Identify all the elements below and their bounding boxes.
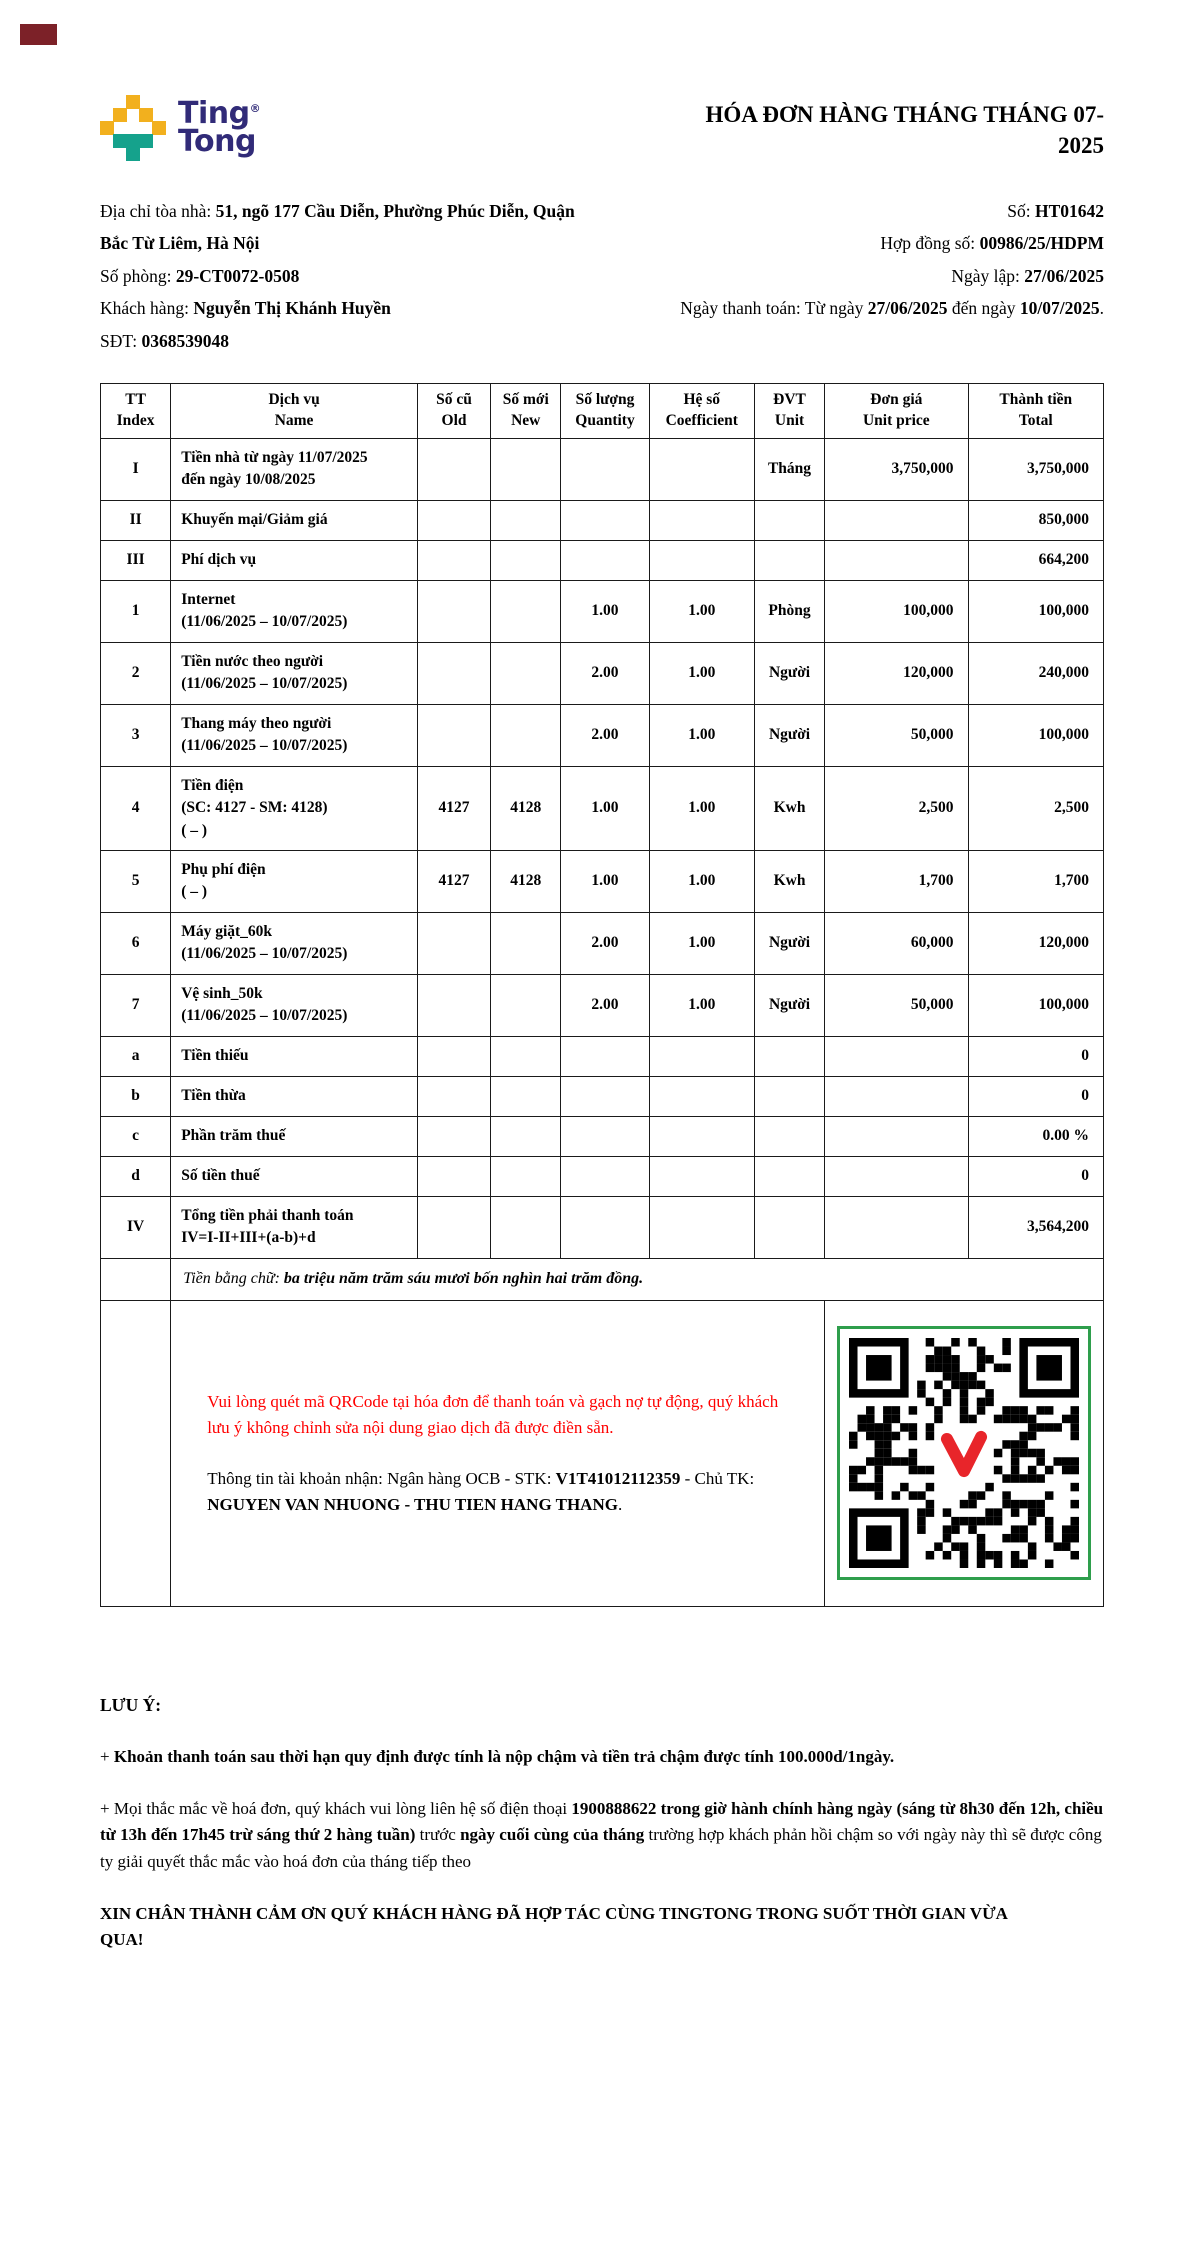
cell-unit [754, 1156, 824, 1196]
cell-qty: 1.00 [561, 850, 649, 912]
cell-coeff: 1.00 [649, 580, 754, 642]
table-row [101, 766, 1104, 850]
cell-new [491, 1196, 561, 1258]
cell-name: Phí dịch vụ [171, 540, 418, 580]
cell-old [417, 1196, 490, 1258]
cell-price: 120,000 [825, 642, 968, 704]
table-row [101, 974, 1104, 1036]
cell-new [491, 500, 561, 540]
cell-qty: 2.00 [561, 642, 649, 704]
cell-unit: Người [754, 912, 824, 974]
cell-tt: 3 [101, 704, 171, 766]
cell-name: Vệ sinh_50k (11/06/2025 – 10/07/2025) [171, 974, 418, 1036]
cell-tt [101, 1300, 171, 1606]
logo-pixel [126, 134, 140, 148]
cell-price [825, 1036, 968, 1076]
cell-price [825, 1116, 968, 1156]
cell-coeff: 1.00 [649, 912, 754, 974]
col-header-price: Đơn giá Unit price [825, 383, 968, 438]
tingtong-logo-text [178, 95, 261, 159]
cell-qty [561, 540, 649, 580]
cell-old [417, 642, 490, 704]
cell-old: 4127 [417, 850, 490, 912]
cell-total: 1,700 [968, 850, 1103, 912]
invoice-footer [100, 1695, 1104, 1954]
cell-new [491, 1036, 561, 1076]
cell-unit [754, 500, 824, 540]
cell-unit: Người [754, 642, 824, 704]
cell-old [417, 1076, 490, 1116]
cell-coeff [649, 1156, 754, 1196]
cell-tt: 2 [101, 642, 171, 704]
cell-tt [101, 1258, 171, 1300]
cell-total: 100,000 [968, 580, 1103, 642]
invoice-info [100, 195, 1104, 357]
cell-price: 50,000 [825, 974, 968, 1036]
cell-qty [561, 1156, 649, 1196]
cell-new [491, 540, 561, 580]
cell-tt: 6 [101, 912, 171, 974]
cell-old: 4127 [417, 766, 490, 850]
logo-pixel [126, 95, 140, 109]
table-row [101, 704, 1104, 766]
cell-total: 2,500 [968, 766, 1103, 850]
cell-name: Thang máy theo người (11/06/2025 – 10/07/2025) [171, 704, 418, 766]
cell-total: 0.00 % [968, 1116, 1103, 1156]
info-line-left-2: Khách hàng: Nguyễn Thị Khánh Huyền [100, 298, 391, 319]
amount-in-words-row [101, 1258, 1104, 1300]
cell-coeff [649, 540, 754, 580]
customer-info [100, 195, 590, 357]
cell-tt: 1 [101, 580, 171, 642]
cell-tt: d [101, 1156, 171, 1196]
registered-mark: ® [249, 101, 261, 115]
logo-pixel [139, 108, 153, 122]
col-header-new: Số mới New [491, 383, 561, 438]
cell-old [417, 580, 490, 642]
cell-old [417, 500, 490, 540]
logo-line2: Tong [178, 124, 256, 159]
cell-tt: II [101, 500, 171, 540]
cell-old [417, 974, 490, 1036]
cell-coeff [649, 1036, 754, 1076]
col-header-coeff: Hệ số Coefficient [649, 383, 754, 438]
cell-old [417, 540, 490, 580]
cell-new: 4128 [491, 850, 561, 912]
cell-price [825, 540, 968, 580]
cell-unit: Người [754, 704, 824, 766]
cell-new [491, 1156, 561, 1196]
cell-qty [561, 1076, 649, 1116]
cell-new [491, 1076, 561, 1116]
cell-qty: 2.00 [561, 974, 649, 1036]
qr-warning-text: Vui lòng quét mã QRCode tại hóa đơn để thanh toán và gạch nợ tự động, quý khách lưu ý không chỉnh sửa nội dung giao dịch đã được điền sẵn. [207, 1392, 779, 1437]
cell-qty: 1.00 [561, 580, 649, 642]
cell-qty: 2.00 [561, 704, 649, 766]
cell-unit: Kwh [754, 850, 824, 912]
table-row [101, 1196, 1104, 1258]
table-row [101, 500, 1104, 540]
col-header-tt: TT Index [101, 383, 171, 438]
cell-tt: I [101, 438, 171, 500]
footer-note-0: + Khoản thanh toán sau thời hạn quy định được tính là nộp chậm và tiền trả chậm được tính 100.000d/1ngày. [100, 1746, 895, 1766]
invoice-header [100, 95, 1104, 161]
cell-new [491, 974, 561, 1036]
logo-pixel [100, 121, 114, 135]
cell-coeff [649, 1116, 754, 1156]
table-row [101, 540, 1104, 580]
cell-new [491, 704, 561, 766]
payment-qr-row [101, 1300, 1104, 1606]
cell-coeff: 1.00 [649, 974, 754, 1036]
table-row [101, 1116, 1104, 1156]
cell-tt: b [101, 1076, 171, 1116]
cell-coeff: 1.00 [649, 704, 754, 766]
cell-total: 850,000 [968, 500, 1103, 540]
cell-qty: 1.00 [561, 766, 649, 850]
cell-unit: Người [754, 974, 824, 1036]
cell-name: Tiền điện (SC: 4127 - SM: 4128) ( – ) [171, 766, 418, 850]
col-header-unit: ĐVT Unit [754, 383, 824, 438]
cell-new [491, 912, 561, 974]
cell-total: 240,000 [968, 642, 1103, 704]
logo-pixel [126, 147, 140, 161]
cell-old [417, 438, 490, 500]
cell-unit: Phòng [754, 580, 824, 642]
tingtong-logo-icon [100, 95, 166, 161]
corner-mark [20, 24, 57, 45]
cell-total: 100,000 [968, 704, 1103, 766]
table-row [101, 580, 1104, 642]
cell-name: Tổng tiền phải thanh toán IV=I-II+III+(a-b)+d [171, 1196, 418, 1258]
cell-total: 0 [968, 1076, 1103, 1116]
cell-total: 3,750,000 [968, 438, 1103, 500]
qr-pattern [849, 1338, 1079, 1568]
invoice-title: HÓA ĐƠN HÀNG THÁNG THÁNG 07-2025 [705, 102, 1104, 159]
table-row [101, 642, 1104, 704]
cell-tt: 4 [101, 766, 171, 850]
cell-name: Tiền thiếu [171, 1036, 418, 1076]
col-header-name: Dịch vụ Name [171, 383, 418, 438]
info-line-left-0: Địa chỉ tòa nhà: 51, ngõ 177 Cầu Diễn, Phường Phúc Diễn, Quận Bắc Từ Liêm, Hà Nội [100, 201, 575, 254]
cell-price: 2,500 [825, 766, 968, 850]
cell-qty [561, 1196, 649, 1258]
cell-tt: a [101, 1036, 171, 1076]
cell-name: Internet (11/06/2025 – 10/07/2025) [171, 580, 418, 642]
cell-unit: Kwh [754, 766, 824, 850]
cell-new: 4128 [491, 766, 561, 850]
logo-pixel [113, 108, 127, 122]
cell-unit [754, 1116, 824, 1156]
logo-pixel [152, 121, 166, 135]
cell-name: Tiền nhà từ ngày 11/07/2025 đến ngày 10/08/2025 [171, 438, 418, 500]
cell-qty: 2.00 [561, 912, 649, 974]
cell-price: 100,000 [825, 580, 968, 642]
cell-price [825, 500, 968, 540]
cell-old [417, 912, 490, 974]
cell-old [417, 1156, 490, 1196]
cell-price: 3,750,000 [825, 438, 968, 500]
cell-qty [561, 1116, 649, 1156]
cell-price [825, 1196, 968, 1258]
cell-coeff [649, 1196, 754, 1258]
notes-list [100, 1744, 1104, 1875]
col-header-qty: Số lượng Quantity [561, 383, 649, 438]
cell-name: Số tiền thuế [171, 1156, 418, 1196]
cell-name: Tiền nước theo người (11/06/2025 – 10/07/2025) [171, 642, 418, 704]
cell-price [825, 1076, 968, 1116]
cell-unit [754, 1196, 824, 1258]
info-line-left-1: Số phòng: 29-CT0072-0508 [100, 265, 300, 286]
info-line-left-3: SĐT: 0368539048 [100, 330, 229, 351]
cell-tt: III [101, 540, 171, 580]
cell-unit [754, 1036, 824, 1076]
cell-total: 0 [968, 1156, 1103, 1196]
cell-name: Khuyến mại/Giảm giá [171, 500, 418, 540]
cell-qty [561, 1036, 649, 1076]
account-info-text: Thông tin tài khoản nhận: Ngân hàng OCB - STK: V1T41012112359 - Chủ TK: NGUYEN VAN NHUONG - THU TIEN HANG THANG. [207, 1469, 755, 1514]
thanks-text: XIN CHÂN THÀNH CẢM ƠN QUÝ KHÁCH HÀNG ĐÃ HỢP TÁC CÙNG TINGTONG TRONG SUỐT THỜI GIAN VỪA QUA! [100, 1904, 1007, 1950]
cell-name: Máy giặt_60k (11/06/2025 – 10/07/2025) [171, 912, 418, 974]
cell-total: 100,000 [968, 974, 1103, 1036]
cell-new [491, 438, 561, 500]
cell-new [491, 1116, 561, 1156]
col-header-total: Thành tiền Total [968, 383, 1103, 438]
cell-old [417, 704, 490, 766]
logo-line1: Ting [178, 95, 250, 131]
cell-new [491, 580, 561, 642]
info-line-right-1: Hợp đồng số: 00986/25/HDPM [880, 233, 1104, 254]
cell-new [491, 642, 561, 704]
cell-name: Tiền thừa [171, 1076, 418, 1116]
cell-coeff: 1.00 [649, 642, 754, 704]
cell-tt: 5 [101, 850, 171, 912]
cell-unit [754, 540, 824, 580]
cell-coeff: 1.00 [649, 850, 754, 912]
table-row [101, 438, 1104, 500]
amount-in-words: Tiền bằng chữ: ba triệu năm trăm sáu mươi bốn nghìn hai trăm đồng. [171, 1258, 1104, 1300]
cell-old [417, 1116, 490, 1156]
info-line-right-3: Ngày thanh toán: Từ ngày 27/06/2025 đến ngày 10/07/2025. [680, 298, 1104, 319]
cell-tt: 7 [101, 974, 171, 1036]
cell-coeff [649, 500, 754, 540]
cell-coeff [649, 1076, 754, 1116]
cell-total: 3,564,200 [968, 1196, 1103, 1258]
cell-coeff: 1.00 [649, 766, 754, 850]
cell-name: Phụ phí điện ( – ) [171, 850, 418, 912]
cell-unit: Tháng [754, 438, 824, 500]
cell-total: 120,000 [968, 912, 1103, 974]
cell-price [825, 1156, 968, 1196]
footer-note-1: + Mọi thắc mắc về hoá đơn, quý khách vui lòng liên hệ số điện thoại 1900888622 trong giờ hành chính hàng ngày (sáng từ 8h30 đến 12h, chiều từ 13h đến 17h45 trừ sáng thứ 2 hàng tuần) trước ngày cuối cùng của tháng trường hợp khách phản hồi chậm so với ngày này thì sẽ được công ty giải quyết thắc mắc vào hoá đơn của tháng tiếp theo [100, 1799, 1104, 1871]
cell-coeff [649, 438, 754, 500]
cell-unit [754, 1076, 824, 1116]
cell-total: 0 [968, 1036, 1103, 1076]
qr-code [837, 1326, 1091, 1580]
info-line-right-0: Số: HT01642 [1007, 201, 1104, 222]
logo-pixel [139, 134, 153, 148]
cell-qty [561, 500, 649, 540]
table-row [101, 1036, 1104, 1076]
cell-total: 664,200 [968, 540, 1103, 580]
cell-name: Phần trăm thuế [171, 1116, 418, 1156]
col-header-old: Số cũ Old [417, 383, 490, 438]
qr-cell [825, 1300, 1104, 1606]
qr-center-logo [947, 1437, 981, 1471]
cell-qty [561, 438, 649, 500]
invoice-meta [634, 195, 1104, 357]
cell-tt: c [101, 1116, 171, 1156]
table-row [101, 912, 1104, 974]
invoice-table [100, 383, 1104, 1607]
tingtong-logo [100, 95, 260, 161]
cell-tt: IV [101, 1196, 171, 1258]
table-row [101, 1156, 1104, 1196]
table-row [101, 1076, 1104, 1116]
cell-price: 60,000 [825, 912, 968, 974]
info-line-right-2: Ngày lập: 27/06/2025 [951, 265, 1104, 286]
payment-instructions [171, 1300, 825, 1606]
logo-pixel [113, 134, 127, 148]
cell-old [417, 1036, 490, 1076]
cell-price: 1,700 [825, 850, 968, 912]
table-row [101, 850, 1104, 912]
cell-price: 50,000 [825, 704, 968, 766]
notes-heading: LƯU Ý: [100, 1694, 162, 1715]
